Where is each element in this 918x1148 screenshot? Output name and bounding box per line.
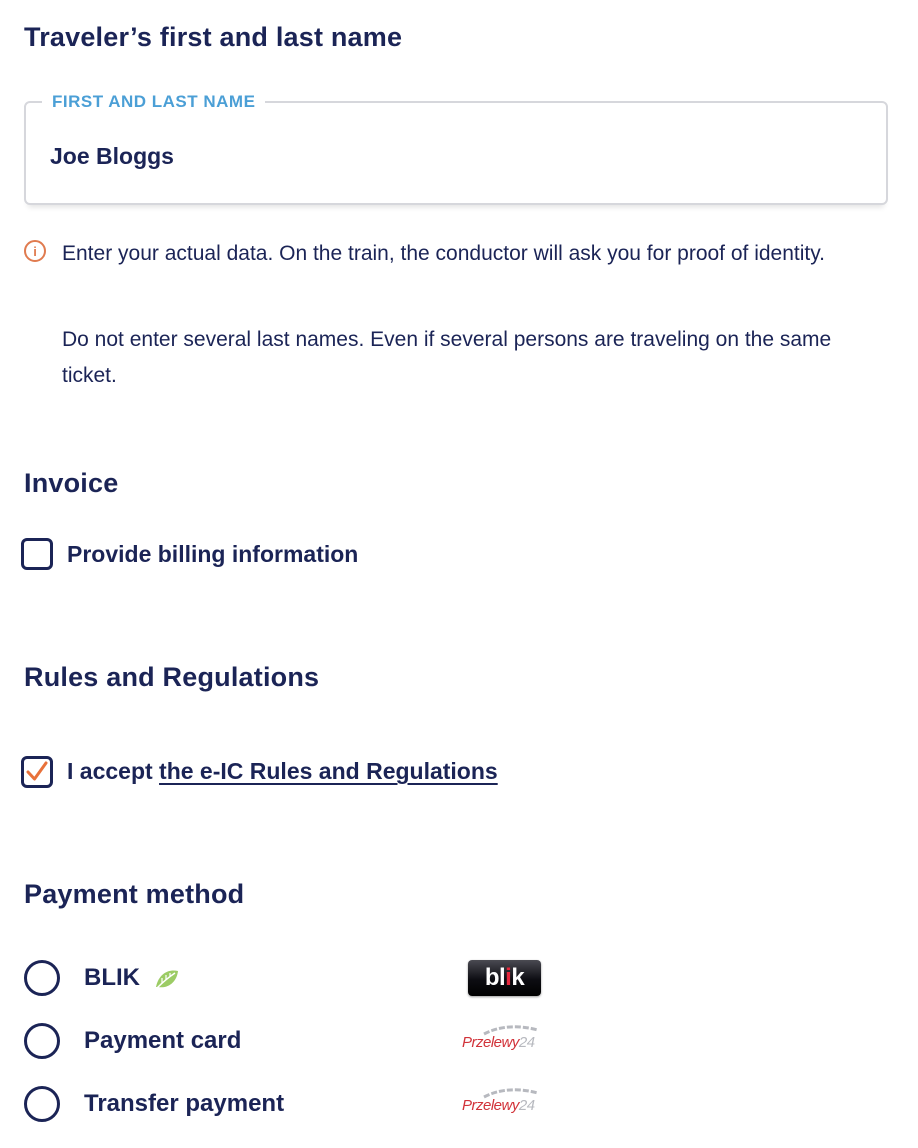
blik-logo: b l i k bbox=[468, 960, 541, 996]
przelewy24-logo: Przelewy24 bbox=[462, 1087, 542, 1117]
info-text-identity: Enter your actual data. On the train, the conductor will ask you for proof of identity. bbox=[62, 242, 826, 265]
info-circle-icon: i bbox=[24, 240, 46, 262]
rules-accept-prefix: I accept bbox=[67, 758, 160, 784]
radio-payment-card[interactable] bbox=[24, 1023, 60, 1059]
rules-heading: Rules and Regulations bbox=[24, 662, 320, 692]
name-field[interactable] bbox=[24, 92, 888, 205]
payment-option-card-label[interactable]: Payment card bbox=[84, 1027, 242, 1054]
billing-checkbox-label[interactable]: Provide billing information bbox=[67, 541, 359, 567]
rules-link[interactable]: the e-IC Rules and Regulations bbox=[159, 758, 498, 784]
radio-blik[interactable] bbox=[24, 960, 60, 996]
billing-checkbox[interactable] bbox=[21, 538, 53, 570]
name-field-label: FIRST AND LAST NAME bbox=[42, 92, 265, 112]
radio-transfer-payment[interactable] bbox=[24, 1086, 60, 1122]
payment-option-blik-label[interactable]: BLIK bbox=[84, 964, 140, 991]
przelewy24-logo: Przelewy24 bbox=[462, 1024, 542, 1054]
payment-heading: Payment method bbox=[24, 879, 245, 909]
leaf-icon bbox=[153, 965, 181, 993]
rules-checkbox[interactable] bbox=[21, 756, 53, 788]
rules-checkbox-label bbox=[67, 758, 498, 785]
checkmark-icon bbox=[24, 759, 50, 785]
name-input[interactable] bbox=[50, 143, 850, 170]
payment-option-transfer-label[interactable]: Transfer payment bbox=[84, 1090, 285, 1117]
traveler-name-heading: Traveler’s first and last name bbox=[24, 22, 403, 52]
info-text-last-names: Do not enter several last names. Even if several persons are traveling on the same ticket. bbox=[62, 328, 832, 387]
invoice-heading: Invoice bbox=[24, 468, 119, 498]
